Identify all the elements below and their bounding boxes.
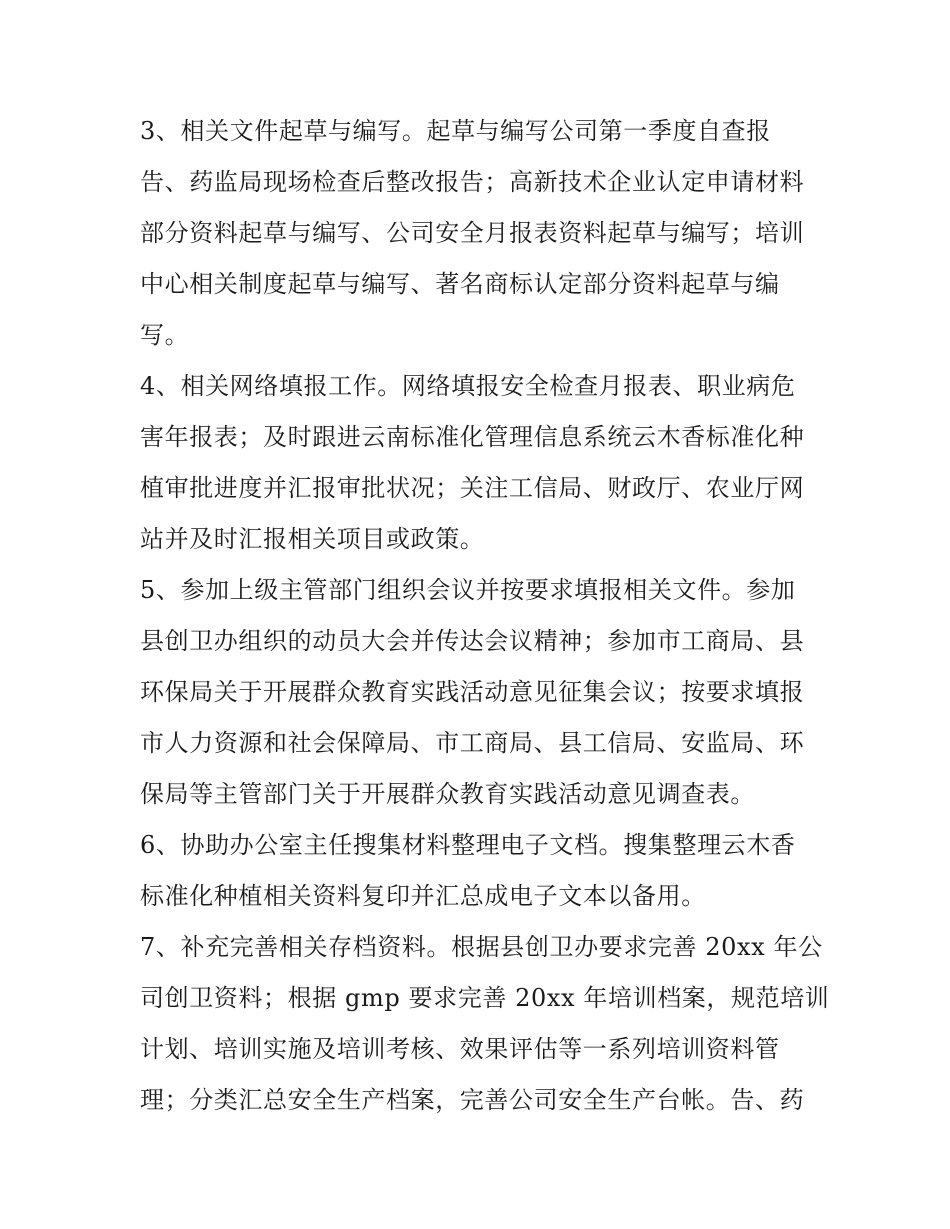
text-line: 5、参加上级主管部门组织会议并按要求填报相关文件。参加 [140,576,796,604]
paragraph-item-5 [140,565,820,820]
text-line: 站并及时汇报相关项目或政策。 [140,525,485,553]
paragraph-item-7 [140,922,830,1126]
text-line: 写。 [140,321,190,349]
paragraph-item-6 [140,820,820,922]
text-line: 保局等主管部门关于开展群众教育实践活动意见调查表。 [140,780,755,808]
text-line: 中心相关制度起草与编写、著名商标认定部分资料起草与编 [140,270,780,298]
text-line: 县创卫办组织的动员大会并传达会议精神；参加市工商局、县 [140,627,805,655]
paragraph-item-3 [140,106,820,361]
text-line: 环保局关于开展群众教育实践活动意见征集会议；按要求填报 [140,678,805,706]
text-line: 部分资料起草与编写、公司安全月报表资料起草与编写；培训 [140,219,805,247]
document-body [140,106,830,1126]
text-line: 害年报表；及时跟进云南标准化管理信息系统云木香标准化种 [140,423,805,451]
text-line: 6、协助办公室主任搜集材料整理电子文档。搜集整理云木香 [140,831,796,859]
text-line: 司创卫资料；根据 gmp 要求完善 20xx 年培训档案，规范培训 [140,984,830,1012]
text-line: 4、相关网络填报工作。网络填报安全检查月报表、职业病危 [140,372,796,400]
text-line: 告、药监局现场检查后整改报告；高新技术企业认定申请材料 [140,168,805,196]
text-line: 标准化种植相关资料复印并汇总成电子文本以备用。 [140,882,706,910]
text-line: 理；分类汇总安全生产档案，完善公司安全生产台帐。告、药 [140,1086,805,1114]
text-line: 植审批进度并汇报审批状况；关注工信局、财政厅、农业厅网 [140,474,805,502]
text-line: 市人力资源和社会保障局、市工商局、县工信局、安监局、环 [140,729,805,757]
text-line: 计划、培训实施及培训考核、效果评估等一系列培训资料管 [140,1035,780,1063]
paragraph-item-4 [140,361,820,565]
text-line: 3、相关文件起草与编写。起草与编写公司第一季度自查报 [140,117,771,145]
text-line: 7、补充完善相关存档资料。根据县创卫办要求完善 20xx 年公 [140,933,823,961]
